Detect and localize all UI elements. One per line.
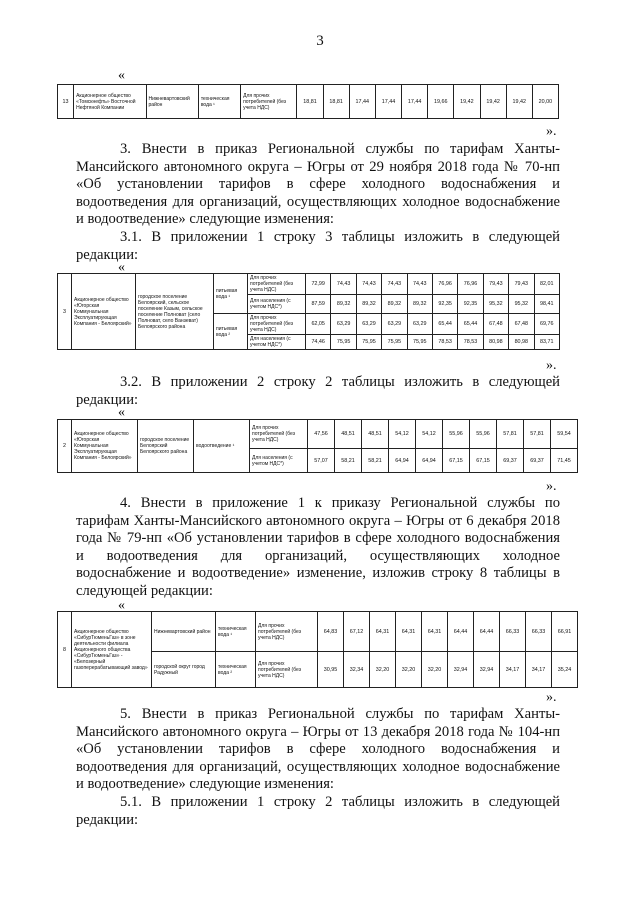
tariff-value: 87,59	[306, 295, 331, 314]
paragraph-4: 4. Внести в приложение 1 к приказу Региональной службы по тарифам Ханты-Мансийского автономного округа – Югры от 6 декабря 2018 года № 79-нп «Об установлении тарифов в сфере холодного водоснабжения и водоотведения для организаций, осуществляющих холодное водоснабжение и водоотведение» изменение, изложив строку 8 таблицы в следующей редакции:	[76, 495, 560, 599]
tariff-value: 35,24	[552, 652, 578, 688]
place: Нижневартовский район	[152, 612, 216, 652]
table-row	[58, 274, 560, 295]
paragraph-5-1: 5.1. В приложении 1 строку 2 таблицы изложить в следующей редакции:	[76, 794, 560, 828]
consumer: Для населения (с учетом НДС*)	[248, 335, 306, 350]
tariff-value: 19,42	[506, 85, 532, 119]
tariff-value: 17,44	[402, 85, 428, 119]
quote-close: ».	[546, 124, 557, 139]
tariff-value: 64,94	[389, 449, 416, 473]
tariff-value: 48,51	[335, 420, 362, 449]
tariff-value: 67,15	[443, 449, 470, 473]
row-number: 3	[58, 274, 72, 350]
service: водоотведение ¹	[194, 420, 250, 473]
consumer: Для прочих потребителей (без учета НДС)	[250, 420, 308, 449]
tariff-value: 80,98	[483, 335, 508, 350]
tariff-value: 63,29	[331, 314, 356, 335]
tariff-value: 76,96	[432, 274, 457, 295]
tariff-value: 83,71	[534, 335, 559, 350]
tariff-value: 64,31	[370, 612, 396, 652]
tariff-value: 79,43	[483, 274, 508, 295]
table-4	[57, 611, 578, 688]
tariff-value: 67,12	[344, 612, 370, 652]
tariff-value: 32,20	[370, 652, 396, 688]
tariff-value: 79,43	[509, 274, 534, 295]
quote-close: ».	[546, 690, 557, 705]
tariff-value: 72,99	[306, 274, 331, 295]
tariff-value: 57,07	[308, 449, 335, 473]
tariff-value: 54,12	[416, 420, 443, 449]
quote-open: «	[118, 68, 125, 83]
tariff-value: 95,32	[483, 295, 508, 314]
consumer: Для прочих потребителей (без учета НДС)	[248, 314, 306, 335]
tariff-value: 92,35	[432, 295, 457, 314]
row-number: 13	[58, 85, 74, 119]
tariff-value: 32,94	[474, 652, 500, 688]
tariff-value: 62,05	[306, 314, 331, 335]
tariff-value: 74,43	[382, 274, 407, 295]
service: питьевая вода ²	[214, 314, 248, 350]
table-3	[57, 419, 578, 473]
tariff-value: 74,43	[331, 274, 356, 295]
tariff-value: 64,44	[448, 612, 474, 652]
tariff-value: 47,56	[308, 420, 335, 449]
quote-open: «	[118, 405, 125, 420]
tariff-value: 69,76	[534, 314, 559, 335]
place: городское поселение Белоярский Белоярского района	[138, 420, 194, 473]
tariff-value: 74,43	[356, 274, 381, 295]
tariff-value: 17,44	[349, 85, 375, 119]
tariff-value: 67,48	[483, 314, 508, 335]
consumer: Для прочих потребителей (без учета НДС)	[256, 612, 318, 652]
tariff-value: 19,42	[480, 85, 506, 119]
tariff-value: 78,53	[458, 335, 483, 350]
tariff-value: 19,66	[428, 85, 454, 119]
service: техническая вода ¹	[216, 612, 256, 652]
tariff-value: 57,81	[524, 420, 551, 449]
tariff-value: 65,44	[458, 314, 483, 335]
quote-open: «	[118, 598, 125, 613]
tariff-value: 98,41	[534, 295, 559, 314]
tariff-value: 89,32	[407, 295, 432, 314]
row-number: 2	[58, 420, 72, 473]
paragraph-3-1: 3.1. В приложении 1 строку 3 таблицы изложить в следующей редакции:	[76, 229, 560, 263]
table-row	[58, 420, 578, 449]
tariff-value: 58,21	[362, 449, 389, 473]
service: техническая вода ¹	[198, 85, 240, 119]
tariff-value: 75,95	[382, 335, 407, 350]
consumer: Для прочих потребителей (без учета НДС)	[248, 274, 306, 295]
place: городское поселение Белоярский, сельское поселение Казым, сельское поселение Полноват (село Полноват, село Ванзеват) Белоярского района	[136, 274, 214, 350]
tariff-value: 67,15	[470, 449, 497, 473]
tariff-value: 95,32	[509, 295, 534, 314]
table-row	[58, 85, 559, 119]
consumer: Для прочих потребителей (без учета НДС)	[241, 85, 297, 119]
tariff-value: 32,20	[396, 652, 422, 688]
district: Нижневартовский район	[146, 85, 198, 119]
org-name: Акционерное общество «Югорская Коммунальная Эксплуатирующая Компания - Белоярский»	[72, 274, 136, 350]
tariff-value: 34,17	[500, 652, 526, 688]
tariff-value: 71,45	[551, 449, 578, 473]
page-number: 3	[316, 33, 324, 49]
tariff-value: 67,48	[509, 314, 534, 335]
tariff-value: 66,91	[552, 612, 578, 652]
tariff-value: 74,43	[407, 274, 432, 295]
place: городской округ город Радужный	[152, 652, 216, 688]
tariff-value: 66,33	[500, 612, 526, 652]
tariff-value: 32,20	[422, 652, 448, 688]
tariff-value: 64,31	[422, 612, 448, 652]
tariff-value: 80,98	[509, 335, 534, 350]
tariff-value: 75,95	[331, 335, 356, 350]
tariff-value: 34,17	[526, 652, 552, 688]
tariff-value: 74,46	[306, 335, 331, 350]
paragraph-3: 3. Внести в приказ Региональной службы по тарифам Ханты-Мансийского автономного округа – Югры от 29 ноября 2018 года № 70-нп «Об установлении тарифов в сфере холодного водоснабжения и водоотведения для организаций, осуществляющих холодное водоснабжение и водоотведение» следующие изменения:	[76, 141, 560, 228]
consumer: Для прочих потребителей (без учета НДС)	[256, 652, 318, 688]
tariff-value: 18,81	[297, 85, 323, 119]
tariff-value: 89,32	[331, 295, 356, 314]
tariff-value: 65,44	[432, 314, 457, 335]
service: питьевая вода ¹	[214, 274, 248, 314]
tariff-value: 64,44	[474, 612, 500, 652]
paragraph-3-2: 3.2. В приложении 2 строку 2 таблицы изложить в следующей редакции:	[76, 374, 560, 408]
tariff-value: 69,37	[524, 449, 551, 473]
table-row	[58, 612, 578, 652]
quote-close: ».	[546, 479, 557, 494]
tariff-value: 75,95	[407, 335, 432, 350]
tariff-value: 66,33	[526, 612, 552, 652]
service: техническая вода ²	[216, 652, 256, 688]
tariff-value: 64,94	[416, 449, 443, 473]
tariff-value: 55,96	[443, 420, 470, 449]
tariff-value: 32,34	[344, 652, 370, 688]
tariff-value: 82,01	[534, 274, 559, 295]
tariff-value: 63,29	[382, 314, 407, 335]
tariff-value: 48,51	[362, 420, 389, 449]
tariff-value: 58,21	[335, 449, 362, 473]
tariff-value: 63,29	[407, 314, 432, 335]
tariff-value: 32,94	[448, 652, 474, 688]
tariff-value: 57,81	[497, 420, 524, 449]
paragraph-5: 5. Внести в приказ Региональной службы по тарифам Ханты-Мансийского автономного округа – Югры от 13 декабря 2018 года № 104-нп «Об установлении тарифов в сфере холодного водоснабжения и водоотведения для организаций, осуществляющих холодное водоснабжение и водоотведение» следующие изменения:	[76, 706, 560, 793]
org-name: Акционерное общество «Югорская Коммунальная Эксплуатирующая Компания - Белоярский»	[72, 420, 138, 473]
tariff-value: 89,32	[356, 295, 381, 314]
quote-close: ».	[546, 358, 557, 373]
tariff-value: 30,95	[318, 652, 344, 688]
tariff-value: 17,44	[375, 85, 401, 119]
table-2	[57, 273, 560, 350]
tariff-value: 64,31	[396, 612, 422, 652]
tariff-value: 20,00	[532, 85, 558, 119]
tariff-value: 69,37	[497, 449, 524, 473]
tariff-value: 92,35	[458, 295, 483, 314]
org-name: Акционерное общество «СибурТюменьГаз» в зоне деятельности филиала Акционерного общества «СибурТюменьГаз» - «Белозерный газоперерабатывающий завод»	[72, 612, 152, 688]
org-name: Акционерное общество «Томскнефть» Восточной Нефтяной Компании	[74, 85, 146, 119]
tariff-value: 55,96	[470, 420, 497, 449]
row-number: 8	[58, 612, 72, 688]
tariff-value: 78,53	[432, 335, 457, 350]
tariff-value: 18,81	[323, 85, 349, 119]
tariff-value: 63,29	[356, 314, 381, 335]
tariff-value: 59,54	[551, 420, 578, 449]
tariff-value: 76,96	[458, 274, 483, 295]
table-1	[57, 84, 559, 119]
tariff-value: 64,83	[318, 612, 344, 652]
consumer: Для населения (с учетом НДС*)	[248, 295, 306, 314]
tariff-value: 19,42	[454, 85, 480, 119]
tariff-value: 89,32	[382, 295, 407, 314]
quote-open: «	[118, 260, 125, 275]
tariff-value: 75,95	[356, 335, 381, 350]
tariff-value: 54,12	[389, 420, 416, 449]
consumer: Для населения (с учетом НДС*)	[250, 449, 308, 473]
